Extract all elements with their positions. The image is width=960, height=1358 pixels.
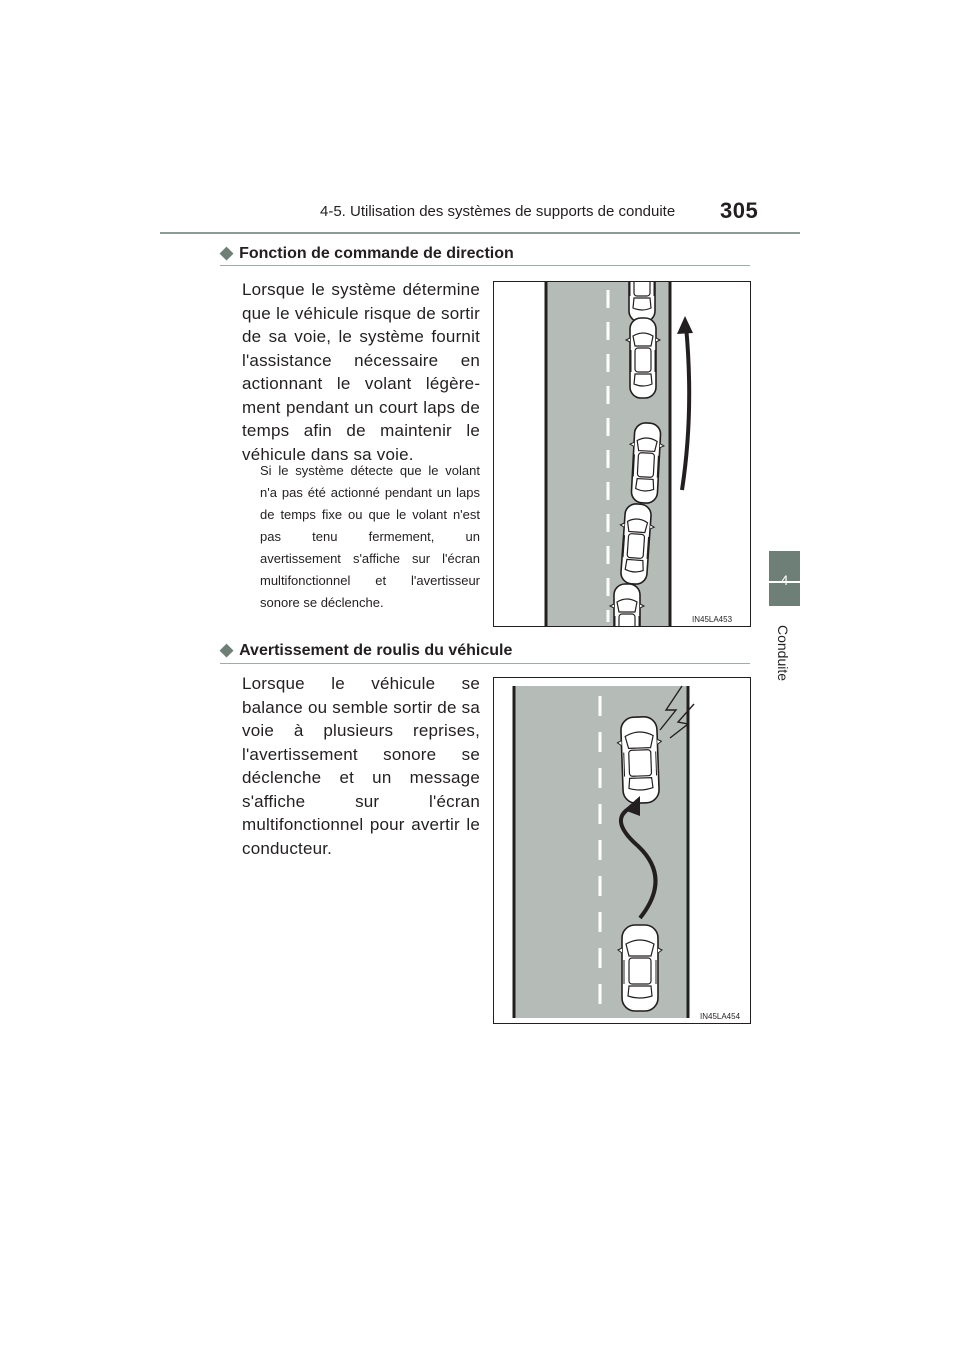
chapter-number: 4	[780, 572, 789, 588]
section-header: 4-5. Utilisation des systèmes de supports de conduite	[320, 203, 676, 220]
section-heading	[220, 243, 514, 263]
section-heading	[220, 640, 512, 660]
car-icon	[618, 925, 662, 1011]
section-divider	[220, 265, 750, 266]
section-body: Lorsque le système détermine que le véhicule risque de sortir de sa voie, le système fournit l'assistance nécessaire en actionnant le volant légèrement pendant un court laps de temps afin de maintenir le véhicule dans sa voie.	[242, 280, 480, 464]
header-divider	[160, 232, 800, 234]
figure-code: IN45LA453	[692, 615, 733, 624]
vehicle-sway-figure	[493, 677, 751, 1024]
section-title: Fonction de commande de direction	[239, 245, 514, 262]
steering-assist-illustration	[494, 282, 750, 626]
car-icon	[626, 318, 660, 398]
section-note: Si le système détecte que le volant n'a pas été actionné pendant un laps de temps fixe ou que le volant n'est pas tenu fermement, un avertissement s'affiche sur l'écran multifonctionnel et l'avertisseur sonore se déclenche.	[260, 463, 480, 610]
car-icon	[610, 584, 644, 626]
page-number: 305	[720, 198, 759, 223]
curved-arrow-head	[677, 316, 693, 334]
steering-assist-figure	[493, 281, 751, 627]
car-icon	[617, 716, 664, 803]
curved-arrow-icon	[682, 326, 689, 490]
section-divider	[220, 663, 750, 664]
figure-code: IN45LA454	[700, 1012, 741, 1021]
car-icon	[625, 282, 659, 322]
diamond-icon: ◆	[220, 640, 234, 659]
vehicle-sway-illustration	[494, 678, 750, 1023]
chapter-label: Conduite	[775, 625, 791, 682]
section-title: Avertissement de roulis du véhicule	[239, 642, 513, 659]
section-body: Lorsque le véhicule se balance ou semble sortir de sa voie à plusieurs reprises, l'avertissement sonore se déclenche et un message s'affiche sur l'écran multifonctionnel pour avertir le conducteur.	[242, 674, 480, 858]
diamond-icon: ◆	[220, 243, 234, 262]
